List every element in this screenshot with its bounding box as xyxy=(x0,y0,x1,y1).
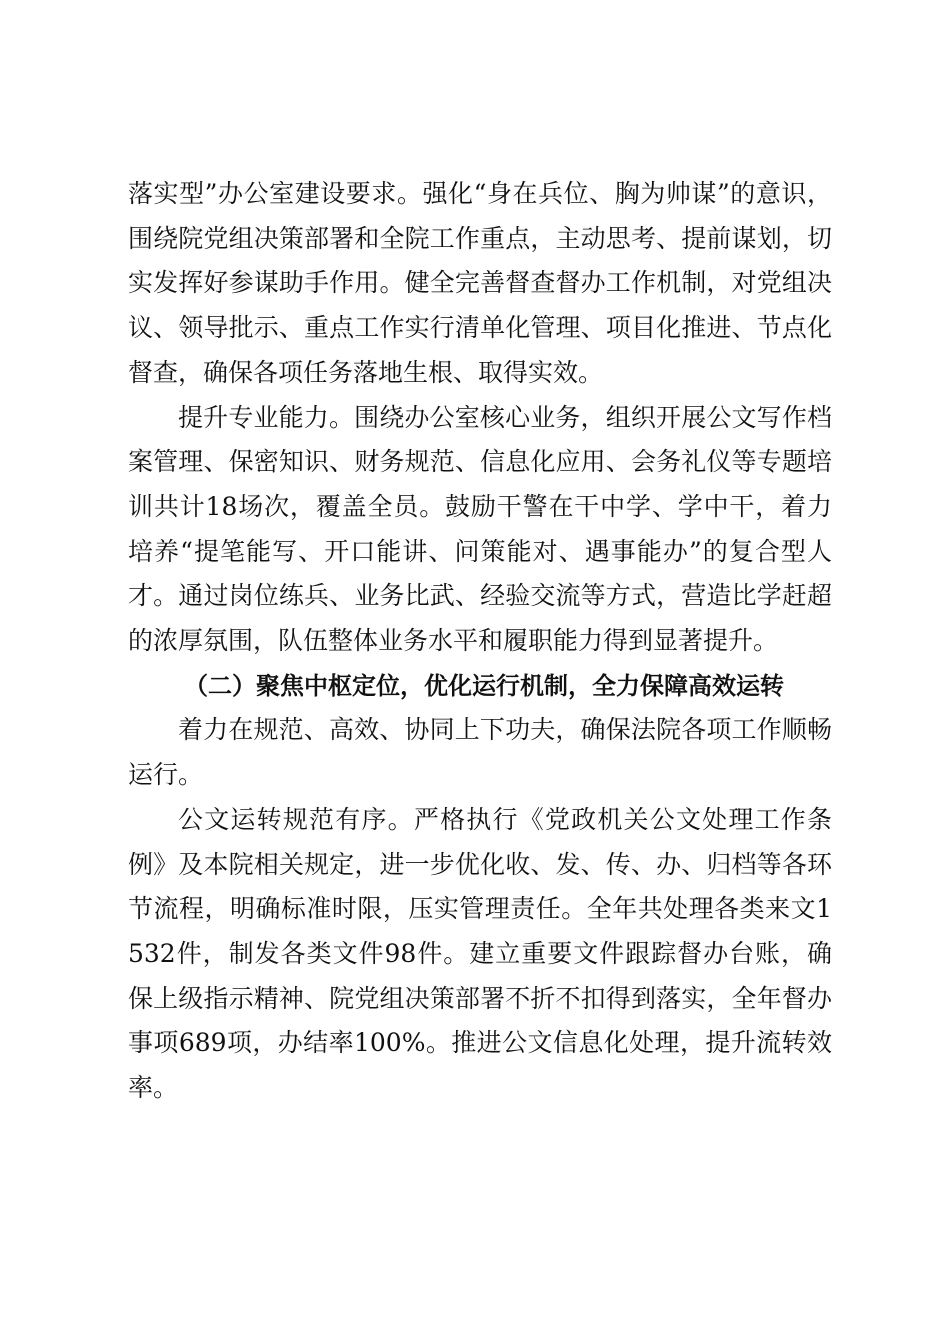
section-heading: （二）聚焦中枢定位，优化运行机制，全力保障高效运转 xyxy=(184,671,784,700)
paragraph-section-intro: 着力在规范、高效、协同上下功夫，确保法院各项工作顺畅运行。 xyxy=(128,715,832,790)
paragraph-document-workflow: 公文运转规范有序。严格执行《党政机关公文处理工作条例》及本院相关规定，进一步优化收、发、传、办、归档等各环节流程，明确标准时限，压实管理责任。全年共处理各类来文1532件，制发各类文件98件。建立重要文件跟踪督办台账，确保上级指示精神、院党组决策部署不折不扣得到落实，全年督办事项689项，办结率100%。推进公文信息化处理，提升流转效率。 xyxy=(128,804,832,1103)
paragraph-continued: 落实型”办公室建设要求。强化“身在兵位、胸为帅谋”的意识，围绕院党组决策部署和全院工作重点，主动思考、提前谋划，切实发挥好参谋助手作用。健全完善督查督办工作机制，对党组决议、领导批示、重点工作实行清单化管理、项目化推进、节点化督查，确保各项任务落地生根、取得实效。 xyxy=(128,179,832,387)
paragraph-professional-ability: 提升专业能力。围绕办公室核心业务，组织开展公文写作档案管理、保密知识、财务规范、信息化应用、会务礼仪等专题培训共计18场次，覆盖全员。鼓励干警在干中学、学中干，着力培养“提笔能写、开口能讲、问策能对、遇事能办”的复合型人才。通过岗位练兵、业务比武、经验交流等方式，营造比学赶超的浓厚氛围，队伍整体业务水平和履职能力得到显著提升。 xyxy=(128,402,832,656)
document-body xyxy=(128,172,832,1111)
